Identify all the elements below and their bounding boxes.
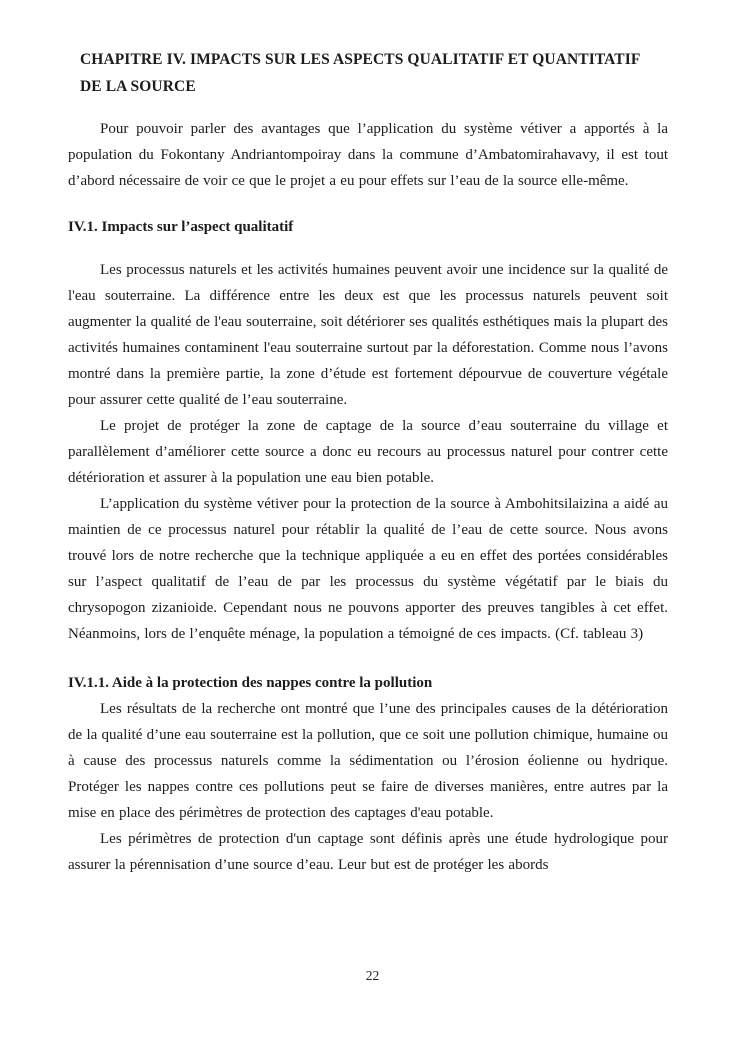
paragraph-iv11-1: Les résultats de la recherche ont montré que l’une des principales causes de la détérioration de la qualité d’une eau souterraine est la pollution, que ce soit une pollution chimique, humaine ou à cause des processus naturels comme la sédimentation ou l’érosion éolienne ou hydrique. Protéger les nappes contre ces pollutions peut se faire de diverses manières, entre autres par la mise en place des périmètres de protection des captages d'eau potable. bbox=[68, 701, 668, 821]
paragraph-iv1-2: Le projet de protéger la zone de captage de la source d’eau souterraine du village et parallèlement d’améliorer cette source a donc eu recours au processus naturel pour contrer cette détérioration et assurer à la population une eau bien potable. bbox=[68, 418, 668, 486]
chapter-heading-line-2: DE LA SOURCE bbox=[80, 78, 196, 95]
paragraph-iv1-3: L’application du système vétiver pour la protection de la source à Ambohitsilaizina a aidé au maintien de ce processus naturel pour rétablir la qualité de l’eau de cette source. Nous avons trouvé lors de notre recherche que la technique appliquée a eu en effet des portées considérables sur l’aspect qualitatif de l’eau de par les processus du système végétatif par le biais du chrysopogon zizanioide. Cependant nous ne pouvons apporter des preuves tangibles à cet effet. Néanmoins, lors de l’enquête ménage, la population a témoigné de ces impacts. (Cf. tableau 3) bbox=[68, 496, 668, 642]
intro-paragraph: Pour pouvoir parler des avantages que l’application du système vétiver a apportés à la population du Fokontany Andriantompoiray dans la commune d’Ambatomirahavavy, il est tout d’abord nécessaire de voir ce que le projet a eu pour effets sur l’eau de la source elle-même. bbox=[68, 121, 668, 189]
paragraph-iv11-2: Les périmètres de protection d'un captage sont définis après une étude hydrologique pour assurer la pérennisation d’une source d’eau. Leur but est de protéger les abords bbox=[68, 831, 668, 873]
paragraph-iv1-1: Les processus naturels et les activités humaines peuvent avoir une incidence sur la qualité de l'eau souterraine. La différence entre les deux est que les processus naturels peuvent soit augmenter la qualité de l'eau souterraine, soit détériorer ses qualités esthétiques mais la plupart des activités humaines contaminent l'eau souterraine surtout par la déforestation. Comme nous l’avons montré dans la première partie, la zone d’étude est fortement dépourvue de couverture végétale pour assurer cette qualité de l’eau souterraine. bbox=[68, 262, 668, 408]
page-number: 22 bbox=[365, 968, 380, 983]
chapter-heading-line-1: CHAPITRE IV. IMPACTS SUR LES ASPECTS QUALITATIF ET QUANTITATIF bbox=[80, 51, 641, 68]
section-heading-iv11: IV.1.1. Aide à la protection des nappes contre la pollution bbox=[68, 675, 433, 691]
section-heading-iv1: IV.1. Impacts sur l’aspect qualitatif bbox=[68, 219, 294, 235]
chapter-heading bbox=[68, 46, 668, 100]
